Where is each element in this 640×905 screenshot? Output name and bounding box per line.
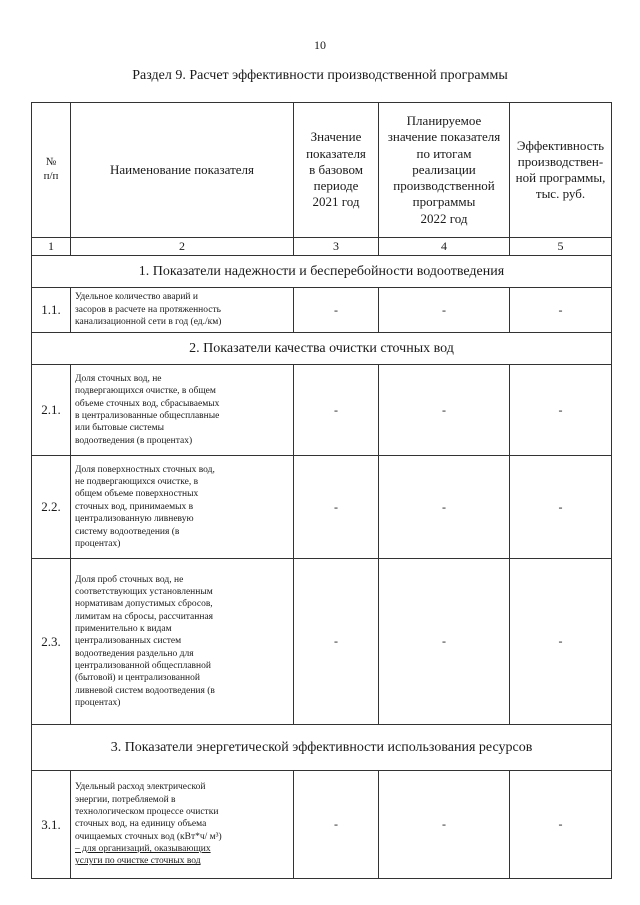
- row-efficiency-value: -: [510, 365, 612, 456]
- row-name: Удельное количество аварий и засоров в расчете на протяженность канализационной сети в год (ед./км): [71, 288, 294, 333]
- header-efficiency: Эффективность производствен- ной программы, тыс. руб.: [510, 103, 612, 238]
- row-number: 2.1.: [32, 365, 71, 456]
- section-header-row: [32, 725, 612, 771]
- row-efficiency-value: -: [510, 288, 612, 333]
- row-planned-value: -: [379, 288, 510, 333]
- column-number: 5: [510, 238, 612, 256]
- table-row: [32, 559, 612, 725]
- header-num: № п/п: [32, 103, 71, 238]
- column-number: 1: [32, 238, 71, 256]
- header-name: Наименование показателя: [71, 103, 294, 238]
- section-header-row: [32, 256, 612, 288]
- section-header: 3. Показатели энергетической эффективности использования ресурсов: [32, 725, 612, 771]
- row-base-value: -: [294, 288, 379, 333]
- efficiency-table: [31, 102, 612, 879]
- row-number: 2.3.: [32, 559, 71, 725]
- column-number: 4: [379, 238, 510, 256]
- row-name-note: – для организаций, оказывающих услуги по очистке сточных вод: [75, 844, 211, 867]
- row-name: Доля сточных вод, не подвергающихся очистке, в общем объеме сточных вод, сбрасываемых в централизованные общесплавные или бытовые системы водоотведения (в процентах): [71, 365, 294, 456]
- table-row: [32, 456, 612, 559]
- row-planned-value: -: [379, 771, 510, 879]
- column-number-row: [32, 238, 612, 256]
- header-planned: Планируемое значение показателя по итогам реализации производственной программы 2022 год: [379, 103, 510, 238]
- row-name: Удельный расход электрической энергии, потребляемой в технологическом процессе очистки сточных вод, на единицу объема очищаемых сточных вод (кВт*ч/ м³) – для организаций, оказывающих услуги по очистке сточных вод: [71, 771, 294, 879]
- page-number: 10: [314, 38, 326, 52]
- row-efficiency-value: -: [510, 456, 612, 559]
- header-row: [32, 103, 612, 238]
- row-name: Доля поверхностных сточных вод, не подвергающихся очистке, в общем объеме поверхностных сточных вод, принимаемых в централизованную ливневую систему водоотведения (в процентах): [71, 456, 294, 559]
- section-title: Раздел 9. Расчет эффективности производственной программы: [132, 68, 508, 83]
- row-efficiency-value: -: [510, 771, 612, 879]
- row-base-value: -: [294, 771, 379, 879]
- row-number: 2.2.: [32, 456, 71, 559]
- section-header: 2. Показатели качества очистки сточных вод: [32, 333, 612, 365]
- row-base-value: -: [294, 456, 379, 559]
- row-planned-value: -: [379, 456, 510, 559]
- row-name: Доля проб сточных вод, не соответствующих установленным нормативам допустимых сбросов, лимитам на сбросы, рассчитанная применительно к видам централизованных систем водоотведения раздельно для централизованной общесплавной (бытовой) и централизованной ливневой систем водоотведения (в процентах): [71, 559, 294, 725]
- table-row: [32, 288, 612, 333]
- column-number: 3: [294, 238, 379, 256]
- table-row: [32, 365, 612, 456]
- column-number: 2: [71, 238, 294, 256]
- row-planned-value: -: [379, 365, 510, 456]
- table-row: [32, 771, 612, 879]
- section-header: 1. Показатели надежности и бесперебойности водоотведения: [32, 256, 612, 288]
- row-base-value: -: [294, 559, 379, 725]
- row-base-value: -: [294, 365, 379, 456]
- row-number: 3.1.: [32, 771, 71, 879]
- row-number: 1.1.: [32, 288, 71, 333]
- header-base: Значение показателя в базовом периоде 2021 год: [294, 103, 379, 238]
- section-header-row: [32, 333, 612, 365]
- row-efficiency-value: -: [510, 559, 612, 725]
- row-planned-value: -: [379, 559, 510, 725]
